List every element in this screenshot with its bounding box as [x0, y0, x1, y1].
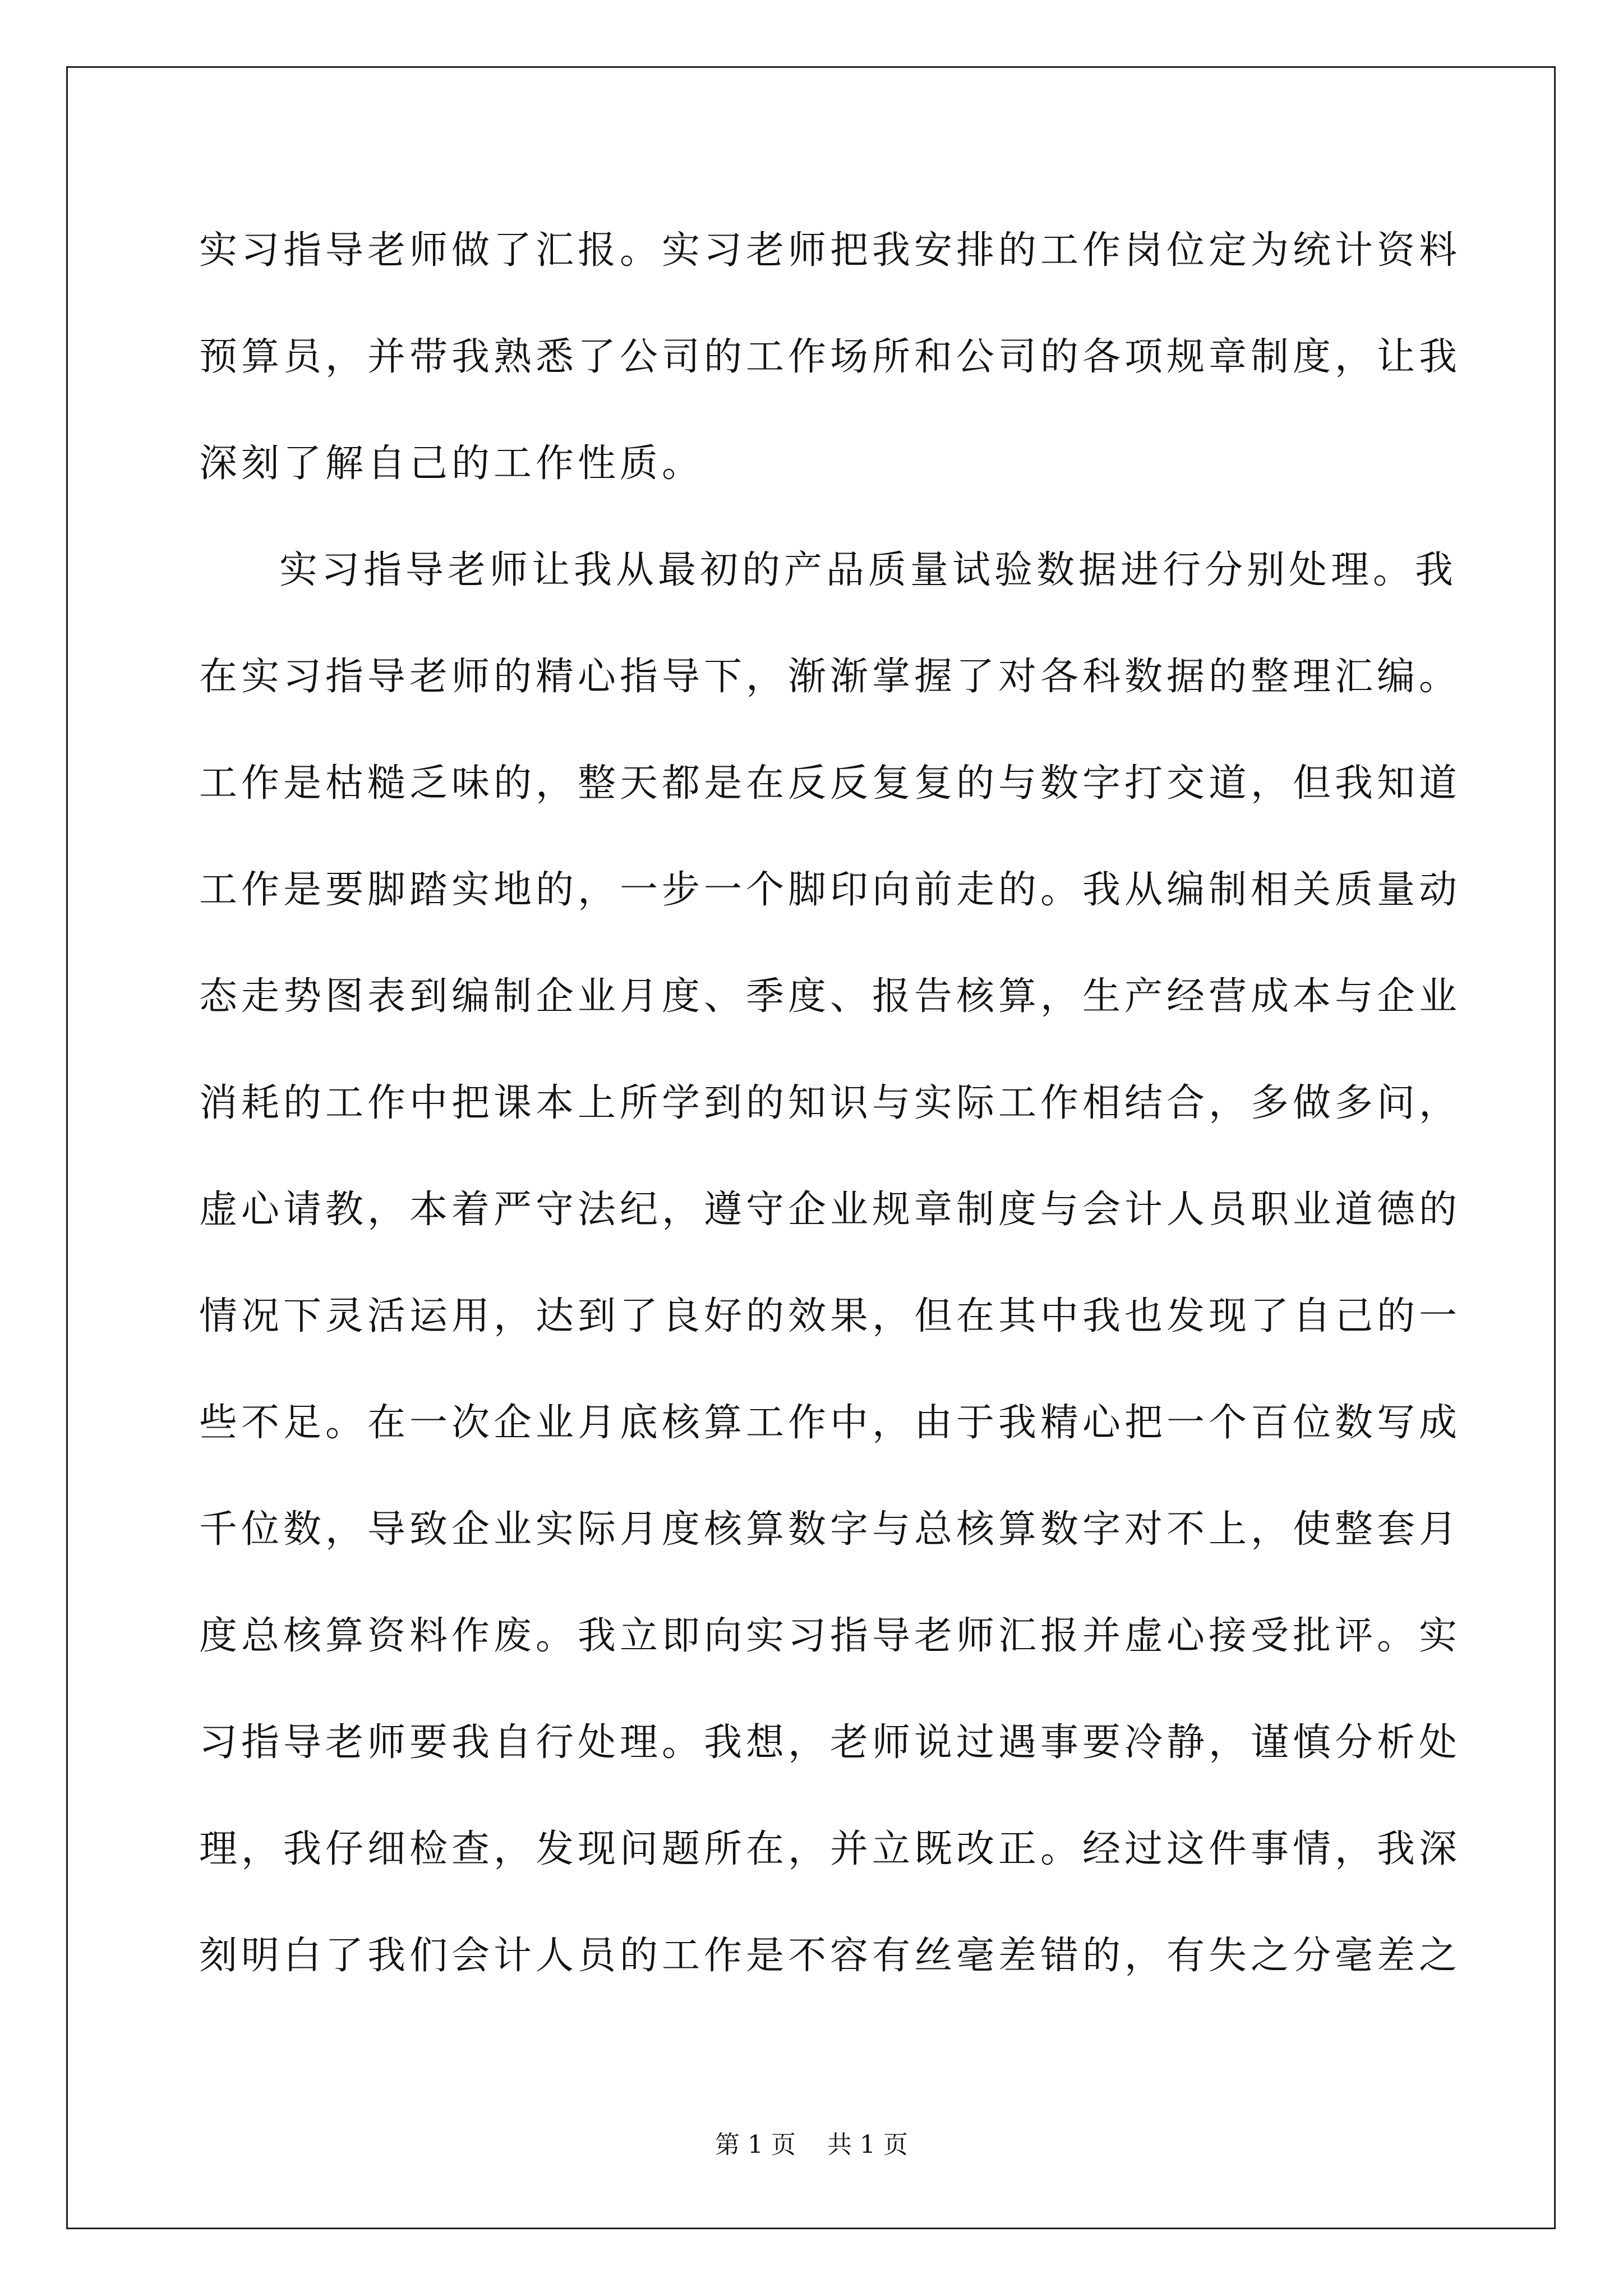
- text-line: 理，我仔细检查，发现问题所在，并立既改正。经过这件事情，我深: [199, 1827, 1461, 1871]
- text-line: 千位数，导致企业实际月度核算数字与总核算数字对不上，使整套月: [199, 1507, 1461, 1552]
- text-line: 工作是枯糙乏味的，整天都是在反反复复的与数字打交道，但我知道: [199, 761, 1461, 806]
- text-line: 刻明白了我们会计人员的工作是不容有丝毫差错的，有失之分毫差之: [199, 1934, 1461, 1978]
- text-line: 度总核算资料作废。我立即向实习指导老师汇报并虚心接受批评。实: [199, 1614, 1461, 1658]
- page-footer: 第 1 页 共 1 页: [715, 2131, 908, 2159]
- text-line: 情况下灵活运用，达到了良好的效果，但在其中我也发现了自己的一: [199, 1294, 1461, 1338]
- text-line: 态走势图表到编制企业月度、季度、报告核算，生产经营成本与企业: [199, 974, 1461, 1019]
- page-border: [66, 66, 1556, 2229]
- text-line: 深刻了解自己的工作性质。: [199, 441, 704, 486]
- text-line: 实习指导老师做了汇报。实习老师把我安排的工作岗位定为统计资料: [199, 228, 1461, 273]
- paragraph-first-line: 实习指导老师让我从最初的产品质量试验数据进行分别处理。我: [279, 548, 1458, 592]
- text-line: 虚心请教，本着严守法纪，遵守企业规章制度与会计人员职业道德的: [199, 1188, 1461, 1232]
- text-line: 习指导老师要我自行处理。我想，老师说过遇事要冷静，谨慎分析处: [199, 1720, 1461, 1765]
- text-line: 在实习指导老师的精心指导下，渐渐掌握了对各科数据的整理汇编。: [199, 655, 1461, 699]
- text-line: 预算员，并带我熟悉了公司的工作场所和公司的各项规章制度，让我: [199, 335, 1461, 379]
- text-line: 消耗的工作中把课本上所学到的知识与实际工作相结合，多做多问，: [199, 1081, 1461, 1125]
- text-line: 工作是要脚踏实地的，一步一个脚印向前走的。我从编制相关质量动: [199, 868, 1461, 912]
- text-line: 些不足。在一次企业月底核算工作中，由于我精心把一个百位数写成: [199, 1401, 1461, 1445]
